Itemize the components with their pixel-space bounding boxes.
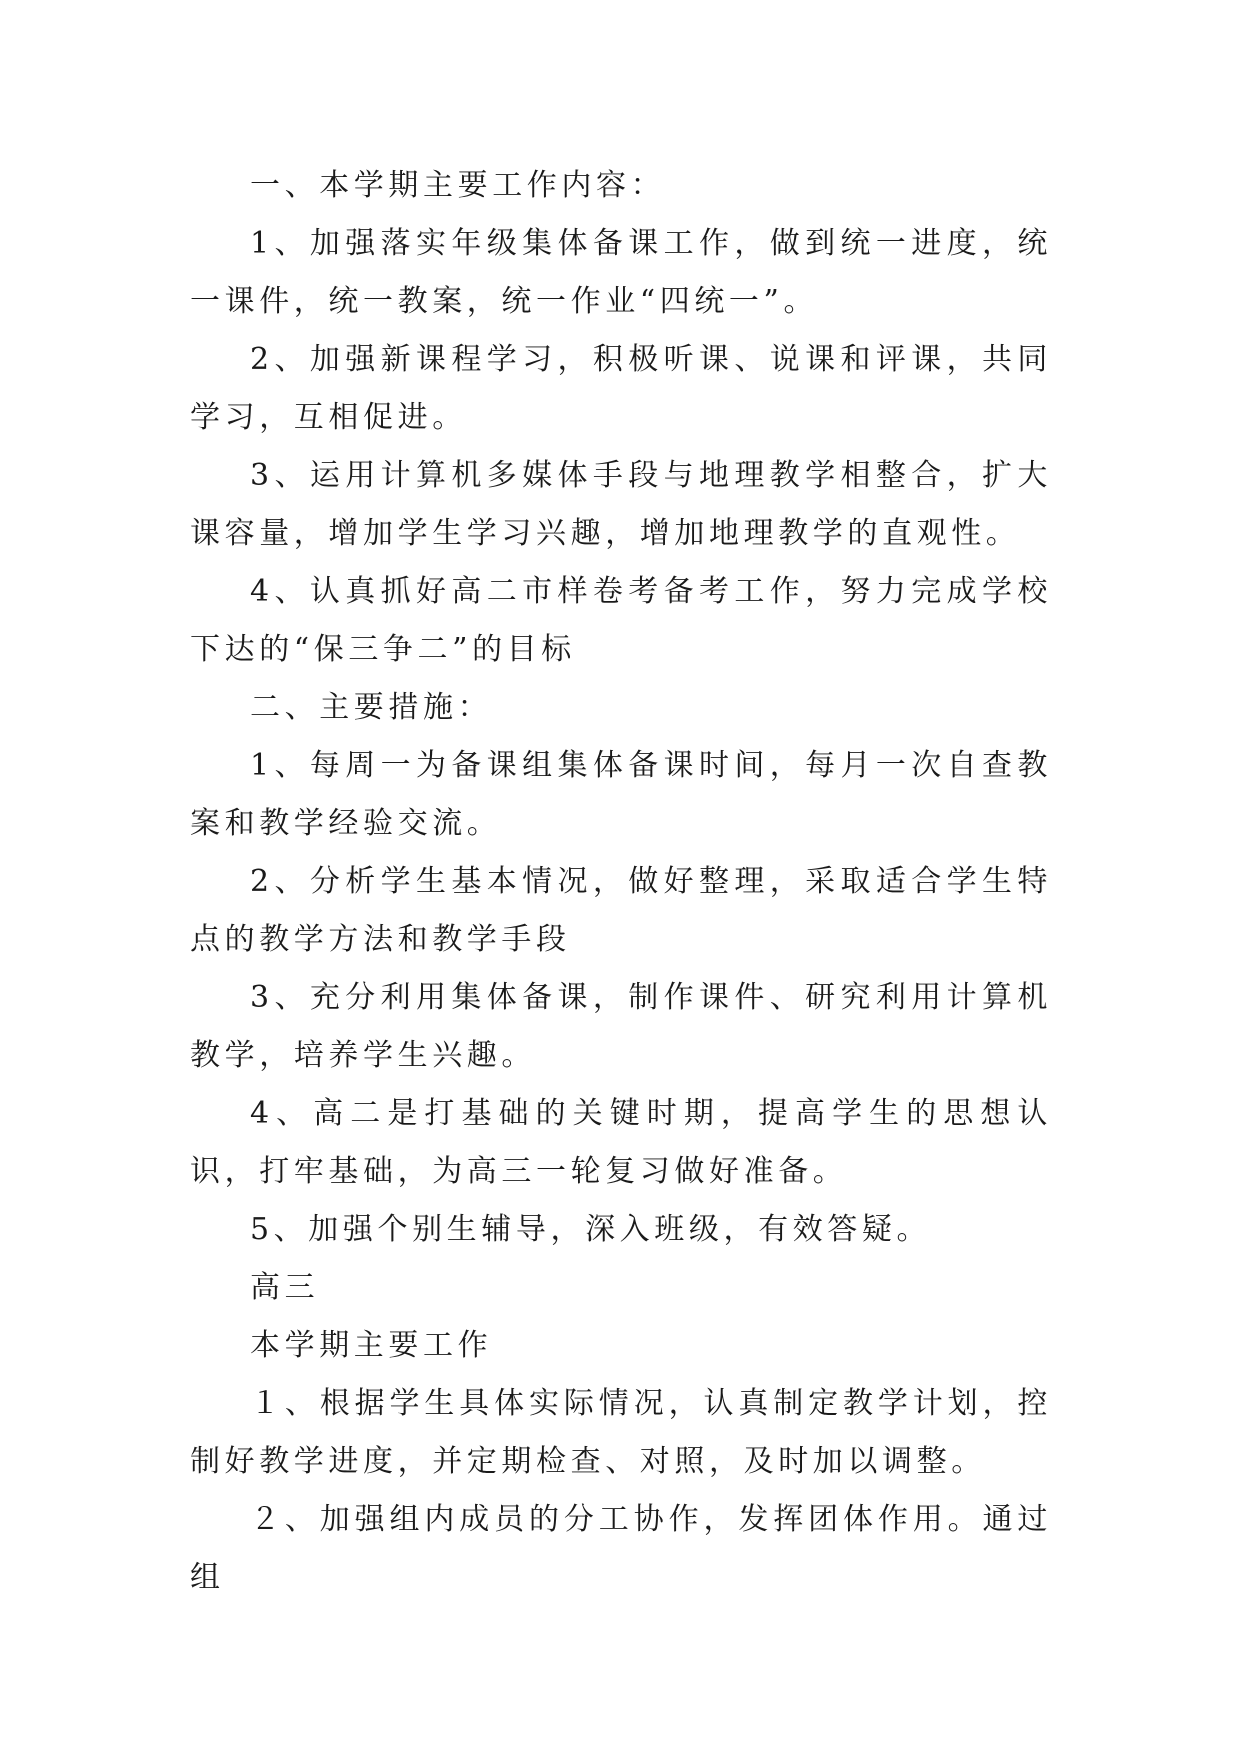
work-item-4: 4、认真抓好高二市样卷考备考工作，努力完成学校下达的“保三争二”的目标 [190, 574, 1052, 667]
senior-item-2: ２、加强组内成员的分工协作，发挥团体作用。通过组 [190, 1502, 1052, 1595]
work-item-1: 1、加强落实年级集体备课工作，做到统一进度，统一课件，统一教案，统一作业“四统一”。 [190, 226, 1052, 319]
section-heading-work-content: 一、本学期主要工作内容： [250, 168, 666, 203]
measure-item-5: 5、加强个别生辅导，深入班级，有效答疑。 [250, 1212, 932, 1247]
measure-item-1: 1、每周一为备课组集体备课时间，每月一次自查教案和教学经验交流。 [190, 748, 1052, 841]
measure-item-4: 4、高二是打基础的关键时期，提高学生的思想认识，打牢基础，为高三一轮复习做好准备。 [190, 1096, 1052, 1189]
senior-item-1: １、根据学生具体实际情况，认真制定教学计划，控制好教学进度，并定期检查、对照，及时加以调整。 [190, 1386, 1052, 1479]
work-item-3: 3、运用计算机多媒体手段与地理教学相整合，扩大课容量，增加学生学习兴趣，增加地理教学的直观性。 [190, 458, 1052, 551]
grade-heading: 高三 [250, 1270, 320, 1305]
measure-item-3: 3、充分利用集体备课，制作课件、研究利用计算机教学，培养学生兴趣。 [190, 980, 1052, 1073]
subheading-main-work: 本学期主要工作 [250, 1328, 493, 1363]
document-body [190, 157, 1052, 1607]
section-heading-measures: 二、主要措施： [250, 690, 493, 725]
work-item-2: 2、加强新课程学习，积极听课、说课和评课，共同学习，互相促进。 [190, 342, 1052, 435]
measure-item-2: 2、分析学生基本情况，做好整理，采取适合学生特点的教学方法和教学手段 [190, 864, 1052, 957]
